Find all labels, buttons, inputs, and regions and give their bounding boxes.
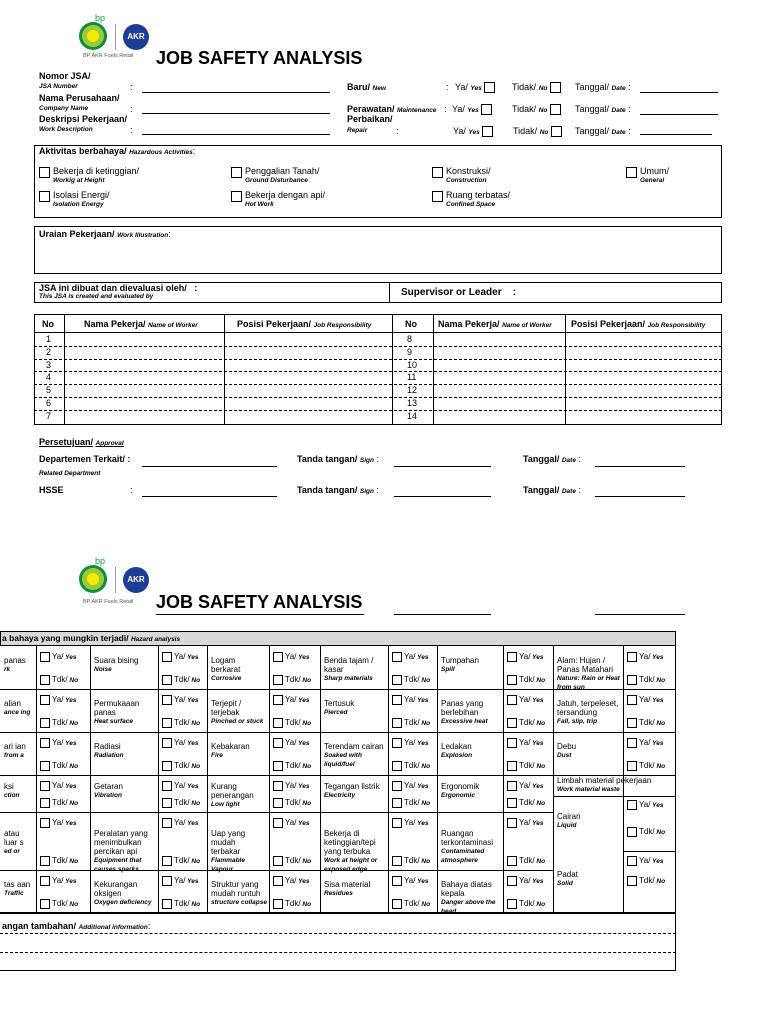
hazard-no-checkbox[interactable]	[273, 761, 283, 771]
hazard-no[interactable]: Tdk/ No	[162, 718, 200, 728]
workers-header-name-2: Nama Pekerja/ Name of Worker	[438, 319, 552, 329]
hazard-yes-checkbox[interactable]	[627, 800, 637, 810]
hazard-no[interactable]: Tdk/ No	[273, 718, 311, 728]
hsse-sign-label: Tanda tangan/ Sign :	[297, 485, 379, 495]
supervisor-label: Supervisor or Leader :	[401, 287, 517, 298]
hazard-no-checkbox[interactable]	[392, 899, 402, 909]
hazard-yes[interactable]: Ya/ Yes	[392, 818, 428, 828]
hazard-item-label: Bahaya diatas kepala Danger above the head	[441, 879, 496, 915]
hazard-yes[interactable]: Ya/ Yes	[162, 695, 198, 705]
hazard-no-checkbox[interactable]	[273, 798, 283, 808]
hazard-no[interactable]: Tdk/ No	[627, 827, 665, 837]
created-by-label: JSA ini dibuat dan dievaluasi oleh/ :	[39, 283, 198, 293]
workers-header-position: Posisi Pekerjaan/ Job Responsibility	[237, 319, 372, 329]
hazard-yes-checkbox[interactable]	[40, 781, 50, 791]
hazard-item-label: Debu Dust	[557, 741, 577, 759]
hazard-no-checkbox[interactable]	[627, 718, 637, 728]
hazard-no[interactable]: Tdk/ No	[162, 899, 200, 909]
work-description-label: Deskripsi Pekerjaan/	[39, 114, 128, 124]
hazard-item-label: Ledakan Explosion	[441, 741, 473, 759]
hazard-no-checkbox[interactable]	[507, 798, 517, 808]
hazard-item-label: atau luar s ed or	[4, 829, 24, 855]
activity-confined-space-checkbox[interactable]	[432, 191, 443, 202]
new-no: Tidak/ No	[512, 82, 561, 93]
hazard-no[interactable]: Tdk/ No	[507, 899, 545, 909]
page2-field-1[interactable]	[394, 614, 491, 615]
activity-work-at-height-checkbox[interactable]	[39, 167, 50, 178]
repair-no-checkbox[interactable]	[551, 126, 562, 137]
hazard-item-label: Kekurangan oksigen Oxygen deficiency	[94, 879, 152, 906]
hazard-yes-checkbox[interactable]	[162, 738, 172, 748]
hazard-yes-checkbox[interactable]	[507, 781, 517, 791]
hazard-item-label: Tertusuk Pierced	[324, 698, 355, 716]
hazard-yes[interactable]: Ya/ Yes	[40, 781, 76, 791]
new-no-checkbox[interactable]	[550, 82, 561, 93]
related-dept-field[interactable]	[142, 466, 277, 467]
repair-no: Tidak/ No	[513, 126, 562, 137]
hazard-yes-checkbox[interactable]	[392, 818, 402, 828]
related-dept-label-en: Related Department	[39, 470, 101, 477]
hazard-item-label: Benda tajam / kasar Sharp materials	[324, 655, 374, 682]
hazard-no-checkbox[interactable]	[40, 718, 50, 728]
hazard-no[interactable]: Tdk/ No	[273, 761, 311, 771]
hazard-yes[interactable]: Ya/ Yes	[273, 818, 309, 828]
activity-hot-work-checkbox[interactable]	[231, 191, 242, 202]
hazard-no[interactable]: Tdk/ No	[40, 761, 78, 771]
maintenance-label: Perawatan/ Maintenance	[347, 104, 437, 114]
hsse-date-label: Tanggal/ Date :	[523, 485, 581, 495]
hazard-no[interactable]: Tdk/ No	[162, 675, 200, 685]
maintenance-no: Tidak/ No	[512, 104, 561, 115]
hazard-item-label: alian ance ing	[4, 698, 31, 716]
activity-ground-disturbance-checkbox[interactable]	[231, 167, 242, 178]
worker-row-no: 7	[46, 410, 52, 421]
hazard-yes[interactable]: Ya/ Yes	[507, 781, 543, 791]
worker-row-no-2: 11	[407, 372, 417, 383]
related-dept-sign-label: Tanda tangan/ Sign :	[297, 454, 379, 464]
hazard-no-checkbox[interactable]	[507, 718, 517, 728]
hazard-item-label: Suara bising Noise	[94, 655, 139, 673]
hazard-no[interactable]: Tdk/ No	[392, 899, 430, 909]
maintenance-date: Tanggal/ Date :	[575, 104, 631, 114]
worker-row-no: 1	[46, 334, 52, 344]
hazard-yes-checkbox[interactable]	[392, 695, 402, 705]
hazard-yes[interactable]: Ya/ Yes	[392, 876, 428, 886]
hazard-item-label: Kebakaran Fire	[211, 741, 250, 759]
hazard-no-checkbox[interactable]	[273, 899, 283, 909]
created-by-label-en: This JSA is created and evaluated by	[39, 293, 154, 300]
hazard-no[interactable]: Tdk/ No	[40, 718, 78, 728]
worker-row-no-2: 14	[407, 410, 418, 421]
hazard-no[interactable]: Tdk/ No	[162, 798, 200, 808]
hazard-item-label: Ergonomik Ergonomic	[441, 781, 480, 799]
hazard-no-checkbox[interactable]	[273, 675, 283, 685]
hazard-item-label: tas aan Traffic	[4, 879, 31, 897]
workers-header-position-2: Posisi Pekerjaan/ Job Responsibility	[571, 319, 706, 329]
hazard-no[interactable]: Tdk/ No	[392, 856, 430, 866]
hazard-yes-checkbox[interactable]	[392, 781, 402, 791]
hazard-yes-checkbox[interactable]	[273, 876, 283, 886]
hazard-no[interactable]: Tdk/ No	[627, 675, 665, 685]
hazard-no-checkbox[interactable]	[392, 675, 402, 685]
hsse-date-field[interactable]	[595, 496, 685, 497]
hazard-no[interactable]: Tdk/ No	[627, 876, 665, 886]
page-title-2: JOB SAFETY ANALYSIS	[156, 592, 363, 612]
hazard-no[interactable]: Tdk/ No	[507, 675, 545, 685]
hazard-no-checkbox[interactable]	[162, 899, 172, 909]
new-date: Tanggal/ Date :	[575, 82, 631, 92]
hazard-item-label: Tumpahan Spill	[441, 655, 479, 673]
company-name-field[interactable]	[142, 113, 330, 114]
company-name-label-en: Company Name	[39, 105, 89, 112]
hazard-yes[interactable]: Ya/ Yes	[627, 738, 663, 748]
hazard-yes[interactable]: Ya/ Yes	[507, 695, 543, 705]
hazard-yes-checkbox[interactable]	[507, 652, 517, 662]
hazard-no-checkbox[interactable]	[507, 899, 517, 909]
hazard-no[interactable]: Tdk/ No	[392, 798, 430, 808]
hazard-item-label: Logam berkarat Corrosive	[211, 655, 242, 682]
hazard-no[interactable]: Tdk/ No	[507, 718, 545, 728]
worker-row-no-2: 9	[407, 346, 413, 357]
hazard-yes-checkbox[interactable]	[507, 738, 517, 748]
hazard-yes-checkbox[interactable]	[273, 738, 283, 748]
maintenance-yes-checkbox[interactable]	[481, 104, 492, 115]
repair-yes-checkbox[interactable]	[482, 126, 493, 137]
hazard-item-label: Struktur yang mudah runtuh structure collapse	[211, 879, 267, 906]
hazard-no-checkbox[interactable]	[627, 675, 637, 685]
hazard-yes-checkbox[interactable]	[627, 856, 637, 866]
hazard-no-checkbox[interactable]	[40, 899, 50, 909]
hazard-no-checkbox[interactable]	[627, 827, 637, 837]
hazard-yes[interactable]: Ya/ Yes	[162, 652, 198, 662]
hazard-no-checkbox[interactable]	[40, 798, 50, 808]
hazard-no[interactable]: Tdk/ No	[507, 798, 545, 808]
hazard-yes[interactable]: Ya/ Yes	[162, 876, 198, 886]
hazard-yes-checkbox[interactable]	[40, 876, 50, 886]
hazard-yes[interactable]: Ya/ Yes	[273, 876, 309, 886]
hazard-yes-checkbox[interactable]	[40, 818, 50, 828]
worker-row-no-2: 12	[407, 385, 418, 396]
hazard-item-label: ksi ction	[4, 781, 20, 799]
hazard-yes[interactable]: Ya/ Yes	[273, 652, 309, 662]
hazard-no-checkbox[interactable]	[627, 761, 637, 771]
hazard-yes[interactable]: Ya/ Yes	[392, 652, 428, 662]
hazard-no-checkbox[interactable]	[273, 718, 283, 728]
worker-row-no: 4	[46, 372, 52, 383]
hazard-item-label: Cairan Liquid	[557, 811, 581, 829]
hazard-yes-checkbox[interactable]	[507, 876, 517, 886]
hazard-yes-checkbox[interactable]	[627, 652, 637, 662]
hazard-yes-checkbox[interactable]	[507, 818, 517, 828]
worker-row-no-2: 10	[407, 359, 418, 370]
hazard-item-label: Jatuh, terpeleset, tersandung Fall, slip, trip	[557, 698, 619, 725]
jsa-number-field[interactable]	[142, 92, 330, 93]
hazard-yes-checkbox[interactable]	[40, 652, 50, 662]
hazard-yes-checkbox[interactable]	[273, 818, 283, 828]
new-yes: Ya/ Yes	[455, 82, 495, 93]
worker-row-no: 6	[46, 398, 52, 408]
hsse-label: HSSE	[39, 485, 64, 495]
new-yes-checkbox[interactable]	[484, 82, 495, 93]
hazard-yes[interactable]: Ya/ Yes	[40, 818, 76, 828]
related-dept-date-label: Tanggal/ Date :	[523, 454, 581, 464]
hazard-yes-checkbox[interactable]	[627, 695, 637, 705]
approval-title: Persetujuan/ Approval	[39, 437, 124, 447]
hazard-item-label: Tegangan listrik Electricity	[324, 781, 380, 799]
hazard-yes-checkbox[interactable]	[392, 738, 402, 748]
hazard-item-label: Getaran Vibration	[94, 781, 123, 799]
related-dept-date-field[interactable]	[595, 466, 685, 467]
hazard-activities-title: Aktivitas berbahaya/ Hazardous Activities:	[39, 146, 196, 156]
activity-general-checkbox[interactable]	[626, 167, 637, 178]
hazard-yes-checkbox[interactable]	[162, 695, 172, 705]
hazard-no-checkbox[interactable]	[627, 876, 637, 886]
workers-header-no-2: No	[405, 319, 417, 329]
hazard-yes[interactable]: Ya/ Yes	[40, 738, 76, 748]
hazard-no-checkbox[interactable]	[507, 761, 517, 771]
brand-caption: BP AKR Fuels Retail	[83, 53, 134, 59]
worker-row-no: 3	[46, 359, 52, 370]
hazard-yes-checkbox[interactable]	[627, 738, 637, 748]
hazard-item-label: Uap yang mudah terbakar Flammable Vapour	[211, 829, 246, 873]
repair-date: Tanggal/ Date :	[575, 126, 631, 136]
hazard-yes[interactable]: Ya/ Yes	[162, 818, 198, 828]
hazard-yes[interactable]: Ya/ Yes	[273, 781, 309, 791]
hazard-yes-checkbox[interactable]	[273, 695, 283, 705]
related-dept-sign-field[interactable]	[394, 466, 491, 467]
hazard-no[interactable]: Tdk/ No	[392, 675, 430, 685]
company-name-label: Nama Perusahaan/	[39, 93, 120, 103]
hazard-yes[interactable]: Ya/ Yes	[40, 652, 76, 662]
hazard-no-checkbox[interactable]	[40, 675, 50, 685]
hazard-yes[interactable]: Ya/ Yes	[40, 876, 76, 886]
hazard-yes-checkbox[interactable]	[162, 652, 172, 662]
hazard-no-checkbox[interactable]	[507, 675, 517, 685]
hsse-field[interactable]	[142, 496, 277, 497]
related-dept-label: Departemen Terkait/ :	[39, 454, 131, 464]
hazard-no[interactable]: Tdk/ No	[392, 761, 430, 771]
hazard-no-checkbox[interactable]	[162, 675, 172, 685]
hazard-no[interactable]: Tdk/ No	[40, 856, 78, 866]
hazard-item-label: Ruangan terkontaminasi Contaminated atmosphere	[441, 829, 494, 864]
hazard-yes-checkbox[interactable]	[273, 652, 283, 662]
activity-construction-checkbox[interactable]	[432, 167, 443, 178]
hazard-no[interactable]: Tdk/ No	[273, 899, 311, 909]
hazard-yes[interactable]: Ya/ Yes	[627, 800, 663, 810]
hazard-yes[interactable]: Ya/ Yes	[40, 695, 76, 705]
workers-table	[34, 314, 722, 425]
repair-label: Perbaikan/	[347, 114, 393, 124]
worker-row-no: 5	[46, 385, 52, 396]
hazard-no[interactable]: Tdk/ No	[507, 761, 545, 771]
hazard-analysis-title: a bahaya yang mungkin terjadi/ Hazard analysis	[2, 633, 181, 643]
additional-info-title: angan tambahan/ Additional information:	[2, 921, 151, 931]
hazard-no-checkbox[interactable]	[162, 761, 172, 771]
hazard-no-checkbox[interactable]	[392, 798, 402, 808]
hazard-item-label: ari ian from a	[4, 741, 26, 759]
worker-row-no-2: 8	[407, 334, 413, 344]
hazard-no[interactable]: Tdk/ No	[162, 856, 200, 866]
maintenance-yes: Ya/ Yes	[452, 104, 492, 115]
hazard-no-checkbox[interactable]	[392, 856, 402, 866]
hazard-yes[interactable]: Ya/ Yes	[507, 652, 543, 662]
hazard-no[interactable]: Tdk/ No	[627, 761, 665, 771]
hazard-yes-checkbox[interactable]	[162, 818, 172, 828]
new-label: Baru/ New	[347, 82, 386, 92]
hazard-no[interactable]: Tdk/ No	[507, 856, 545, 866]
workers-header-no: No	[42, 319, 54, 329]
page2-field-2[interactable]	[595, 614, 685, 615]
hazard-yes-checkbox[interactable]	[40, 738, 50, 748]
hazard-yes[interactable]: Ya/ Yes	[273, 695, 309, 705]
hazard-no[interactable]: Tdk/ No	[273, 856, 311, 866]
hazard-item-label: Padat Solid	[557, 870, 578, 887]
hazard-yes-checkbox[interactable]	[162, 781, 172, 791]
hazard-yes[interactable]: Ya/ Yes	[273, 738, 309, 748]
workers-header-name: Nama Pekerja/ Name of Worker	[84, 319, 198, 329]
hazard-yes[interactable]: Ya/ Yes	[507, 876, 543, 886]
hazard-no[interactable]: Tdk/ No	[40, 675, 78, 685]
bp-logo-icon-2	[79, 565, 107, 593]
hazard-no-checkbox[interactable]	[40, 761, 50, 771]
hazard-no[interactable]: Tdk/ No	[273, 798, 311, 808]
jsa-number-label: Nomor JSA/	[39, 71, 91, 81]
jsa-number-label-en: JSA Number	[39, 83, 78, 90]
new-date-field[interactable]	[640, 92, 718, 93]
worker-row-no-2: 13	[407, 398, 418, 408]
hazard-yes-checkbox[interactable]	[40, 695, 50, 705]
hazard-item-label: Sisa material Residues	[324, 879, 371, 897]
hazard-yes[interactable]: Ya/ Yes	[627, 695, 663, 705]
maintenance-no-checkbox[interactable]	[550, 104, 561, 115]
hazard-yes[interactable]: Ya/ Yes	[392, 695, 428, 705]
hazard-no[interactable]: Tdk/ No	[162, 761, 200, 771]
hazard-no-checkbox[interactable]	[392, 761, 402, 771]
hazard-item-label: Terendam cairan Soaked with liquid/fuel	[324, 741, 384, 768]
akr-logo-icon: AKR	[123, 24, 149, 50]
hazard-no-checkbox[interactable]	[162, 798, 172, 808]
hazard-yes[interactable]: Ya/ Yes	[392, 738, 428, 748]
hazard-item-label: Limbah material pekerjaan Work material waste	[557, 776, 652, 793]
worker-row-no: 2	[46, 346, 52, 357]
hazard-yes[interactable]: Ya/ Yes	[627, 856, 663, 866]
hazard-yes[interactable]: Ya/ Yes	[507, 818, 543, 828]
hazard-yes[interactable]: Ya/ Yes	[392, 781, 428, 791]
bp-wordmark-2: bp	[95, 556, 106, 566]
work-illustration-title: Uraian Pekerjaan/ Work Illustration:	[39, 229, 171, 239]
hazard-item-label: Alam: Hujan / Panas Matahari Nature: Rain or Heat from sun	[557, 655, 620, 691]
hazard-yes[interactable]: Ya/ Yes	[507, 738, 543, 748]
hazard-item-label: Bekerja di ketinggian/tepi yang terbuka Work at height or exposed edge	[324, 829, 378, 873]
hazard-no[interactable]: Tdk/ No	[627, 718, 665, 728]
hazard-no-checkbox[interactable]	[507, 856, 517, 866]
hazard-no-checkbox[interactable]	[162, 856, 172, 866]
repair-label-en: Repair	[347, 127, 368, 134]
hazard-item-label: Terjepit / terjebak Pinched or stuck	[211, 698, 264, 725]
repair-yes: Ya/ Yes	[453, 126, 493, 137]
hazard-item-label: Radiasi Radiation	[94, 741, 124, 759]
hazard-yes-checkbox[interactable]	[392, 876, 402, 886]
hazard-no[interactable]: Tdk/ No	[40, 798, 78, 808]
work-description-label-en: Work Description	[39, 126, 93, 133]
hazard-yes-checkbox[interactable]	[507, 695, 517, 705]
hazard-yes-checkbox[interactable]	[273, 781, 283, 791]
activity-isolation-energy-checkbox[interactable]	[39, 191, 50, 202]
bp-logo-icon	[79, 22, 107, 50]
hazard-item-label: panas rk	[4, 655, 26, 673]
hazard-yes[interactable]: Ya/ Yes	[162, 781, 198, 791]
hazard-no[interactable]: Tdk/ No	[273, 675, 311, 685]
hazard-yes-checkbox[interactable]	[162, 876, 172, 886]
brand-caption-2: BP AKR Fuels Retail	[83, 599, 134, 605]
hazard-no-checkbox[interactable]	[392, 718, 402, 728]
hazard-no-checkbox[interactable]	[273, 856, 283, 866]
hazard-yes[interactable]: Ya/ Yes	[162, 738, 198, 748]
hazard-no-checkbox[interactable]	[40, 856, 50, 866]
hazard-item-label: Panas yang berlebihan Excessive heat	[441, 698, 488, 725]
repair-date-field[interactable]	[640, 134, 712, 135]
hsse-sign-field[interactable]	[394, 496, 491, 497]
hazard-no-checkbox[interactable]	[162, 718, 172, 728]
hazard-no[interactable]: Tdk/ No	[40, 899, 78, 909]
page-title: JOB SAFETY ANALYSIS	[156, 48, 363, 68]
maintenance-date-field[interactable]	[640, 114, 718, 115]
hazard-item-label: Peralatan yang menimbulkan percikan api Equipment that causes sparks	[94, 829, 148, 873]
hazard-yes-checkbox[interactable]	[392, 652, 402, 662]
work-description-field[interactable]	[142, 134, 330, 135]
hazard-no[interactable]: Tdk/ No	[392, 718, 430, 728]
hazard-yes[interactable]: Ya/ Yes	[627, 652, 663, 662]
bp-wordmark: bp	[95, 13, 106, 23]
hazard-item-label: Permukaaan panas Heat surface	[94, 698, 140, 725]
akr-logo-icon-2: AKR	[123, 567, 149, 593]
hazard-item-label: Kurang penerangan Low light	[211, 781, 254, 808]
